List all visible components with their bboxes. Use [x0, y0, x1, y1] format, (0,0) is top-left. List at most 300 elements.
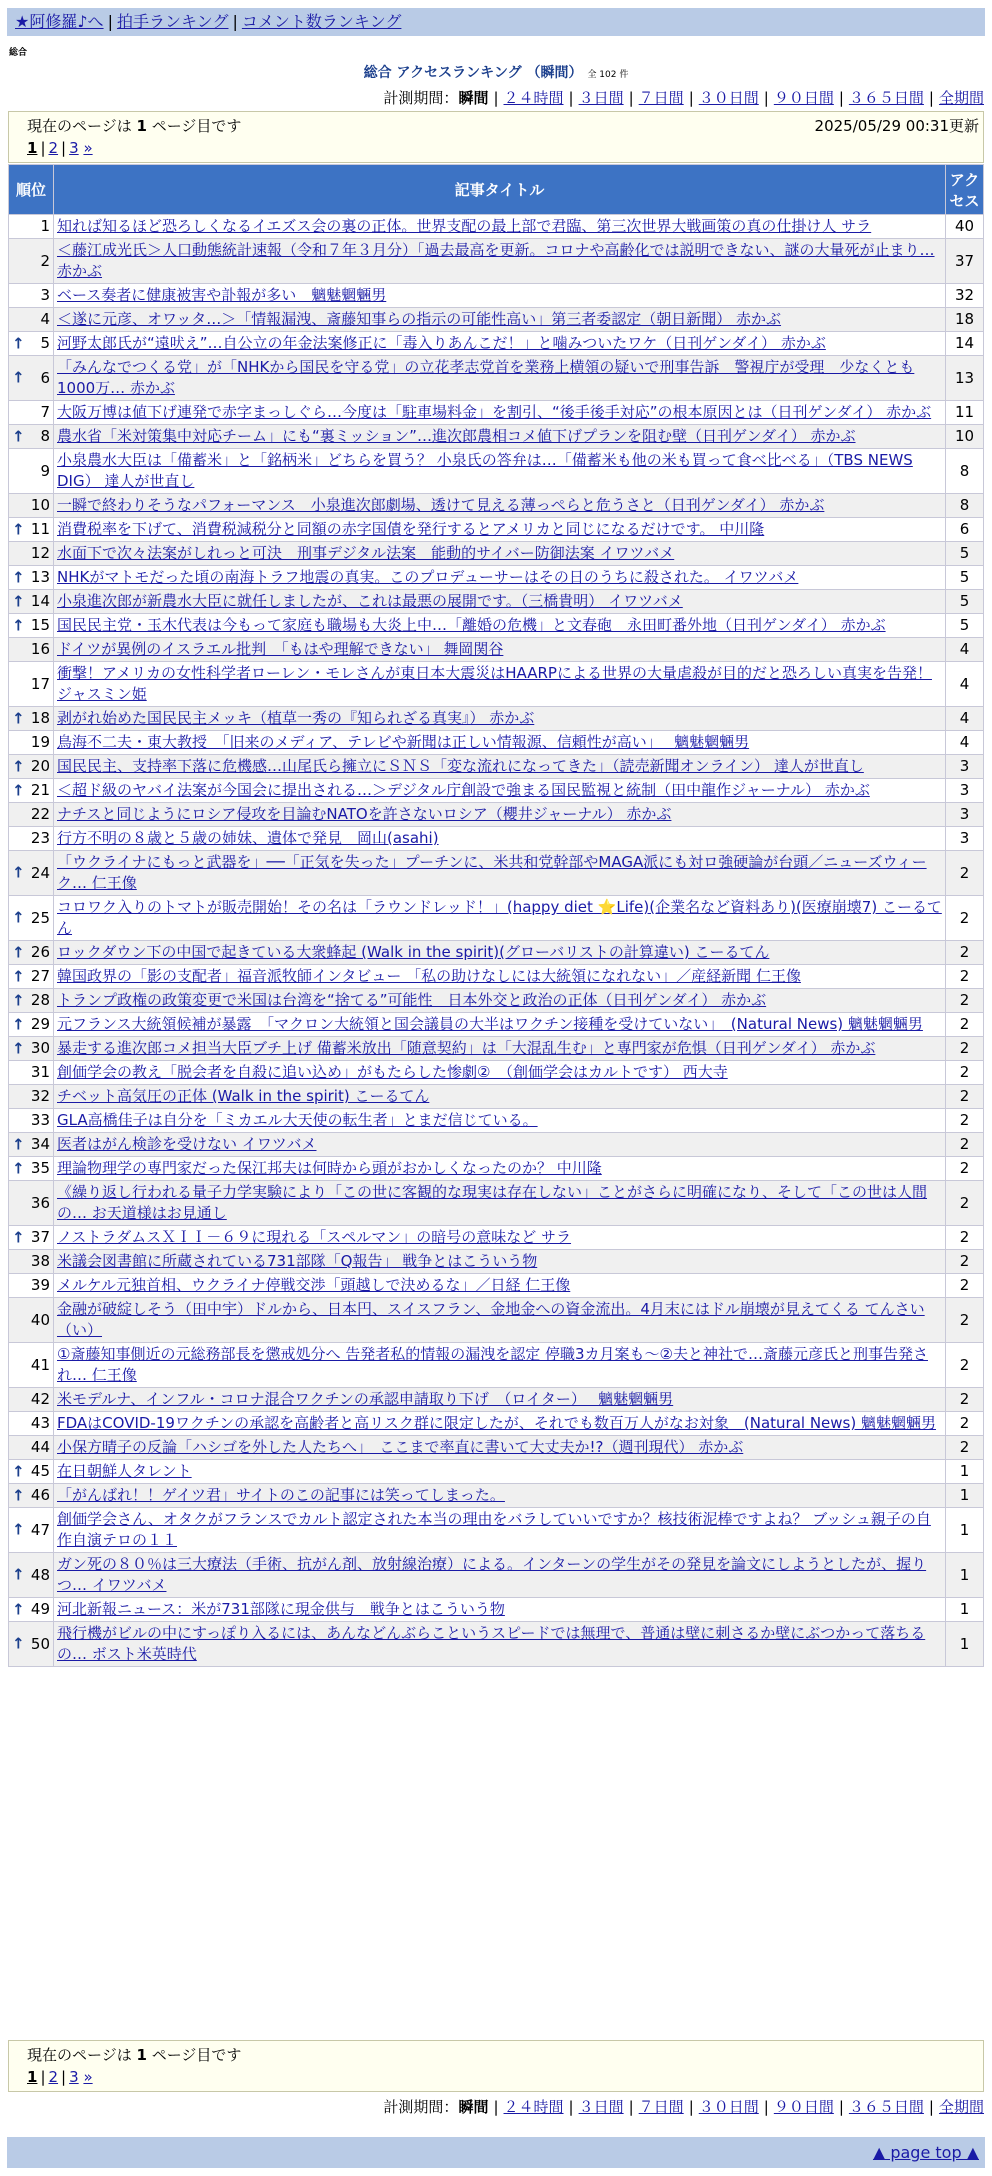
table-row: [9, 1508, 984, 1553]
rank-cell: [9, 356, 54, 401]
rank-cell: [9, 1037, 54, 1061]
table-row: [9, 332, 984, 356]
title-cell: [54, 1622, 946, 1667]
page-separator: |: [61, 139, 67, 157]
table-row: [9, 1085, 984, 1109]
rank-cell: [9, 425, 54, 449]
rank-number: 1: [40, 217, 50, 235]
table-row: [9, 1274, 984, 1298]
access-count: 5: [946, 614, 984, 638]
article-link[interactable]: 「がんばれ！！ゲイツ君」サイトのこの記事には笑ってしまった。: [57, 1486, 505, 1504]
rank-up-arrow-icon: ↑: [12, 1520, 25, 1539]
access-count: 2: [946, 1274, 984, 1298]
title-cell: [54, 1460, 946, 1484]
title-cell: [54, 494, 946, 518]
access-count: 6: [946, 518, 984, 542]
table-row: [9, 239, 984, 284]
rank-cell: [9, 332, 54, 356]
article-link[interactable]: NHKがマトモだった頃の南海トラフ地震の真実。このプロデューサーはその日のうちに殺された。 イワツバメ: [57, 568, 799, 586]
article-link[interactable]: 水面下で次々法案がしれっと可決 刑事デジタル法案 能動的サイバー防御法案 イワツバメ: [57, 544, 675, 562]
rank-cell: [9, 1508, 54, 1553]
period-separator: |: [928, 2098, 934, 2116]
article-link[interactable]: 「ウクライナにもっと武器を」──「正気を失った」プーチンに、米共和党幹部やMAGA派にも対ロ強硬論が台頭／ニューズウィーク… 仁王像: [57, 853, 927, 892]
table-row: [9, 1109, 984, 1133]
access-count: 2: [946, 1298, 984, 1343]
table-row: [9, 965, 984, 989]
title-cell: [54, 638, 946, 662]
title-cell: [54, 1181, 946, 1226]
article-link[interactable]: ロックダウン下の中国で起きている大衆蜂起 (Walk in the spirit)(グローバリストの計算違い) こーるてん: [57, 943, 770, 961]
article-link[interactable]: 農水省「米対策集中対応チーム」にも“裏ミッション”…進次郎農相コメ値下げプランを阻む壁（日刊ゲンダイ） 赤かぶ: [57, 427, 856, 445]
article-link[interactable]: 創価学会さん、オタクがフランスでカルト認定された本当の理由をバラしていいですか？核技術泥棒ですよね？ ブッシュ親子の自作自演テロの１１: [57, 1510, 931, 1549]
table-row: [9, 215, 984, 239]
title-cell: [54, 707, 946, 731]
rank-cell: [9, 1484, 54, 1508]
period-separator: |: [763, 89, 769, 107]
article-link[interactable]: 米議会図書館に所蔵されている731部隊「Q報告」 戦争とはこういう物: [57, 1252, 538, 1270]
article-link[interactable]: 剥がれ始めた国民民主メッキ（植草一秀の『知られざる真実』） 赤かぶ: [57, 709, 535, 727]
rank-number: 29: [30, 1015, 50, 1033]
nav-link-comment-ranking[interactable]: コメント数ランキング: [241, 12, 402, 31]
rank-cell: [9, 1250, 54, 1274]
article-link[interactable]: ナチスと同じようにロシア侵攻を目論むNATOを許さないロシア（櫻井ジャーナル） 赤かぶ: [57, 805, 672, 823]
rank-number: 46: [30, 1486, 50, 1504]
rank-number: 49: [30, 1600, 50, 1618]
article-link[interactable]: 小泉農水大臣は「備蓄米」と「銘柄米」どちらを買う？ 小泉氏の答弁は…「備蓄米も他の米も買って食べ比べる」（TBS NEWS DIG） 達人が世直し: [57, 451, 913, 490]
rank-cell: [9, 827, 54, 851]
title-cell: [54, 401, 946, 425]
rank-number: 4: [40, 310, 50, 328]
period-link[interactable]: ３日間: [578, 2098, 624, 2116]
current-page-text: 現在のページは 1 ページ目です: [27, 2046, 242, 2064]
rank-cell: [9, 1061, 54, 1085]
rank-up-arrow-icon: ↑: [12, 863, 25, 882]
title-cell: [54, 332, 946, 356]
period-selector-bottom: [383, 2096, 984, 2117]
article-link[interactable]: ＜藤江成光氏＞人口動態統計速報（令和７年３月分）「過去最高を更新。コロナや高齢化では説明できない、謎の大量死が止まり… 赤かぶ: [57, 241, 935, 280]
article-link[interactable]: 一瞬で終わりそうなパフォーマンス 小泉進次郎劇場、透けて見える薄っぺらと危うさと（日刊ゲンダイ） 赤かぶ: [57, 496, 825, 514]
title-cell: [54, 1598, 946, 1622]
rank-cell: [9, 284, 54, 308]
access-count: 11: [946, 401, 984, 425]
category-label: 総合: [9, 48, 28, 58]
rank-up-arrow-icon: ↑: [12, 568, 25, 586]
next-page-link[interactable]: »: [83, 2068, 93, 2086]
rank-up-arrow-icon: ↑: [12, 1600, 25, 1618]
article-link[interactable]: 河野太郎氏が“遠吠え”…自公立の年金法案修正に「毒入りあんこだ！」と噛みついたワケ（日刊ゲンダイ） 赤かぶ: [57, 334, 826, 352]
period-link[interactable]: ７日間: [638, 2098, 684, 2116]
rank-cell: [9, 1133, 54, 1157]
title-cell: [54, 803, 946, 827]
period-selector-top: [383, 87, 984, 108]
table-row: [9, 851, 984, 896]
rank-number: 33: [30, 1111, 50, 1129]
period-link[interactable]: 全期間: [938, 2098, 984, 2116]
period-separator: |: [838, 89, 844, 107]
rank-number: 18: [30, 709, 50, 727]
table-row: [9, 1298, 984, 1343]
period-link[interactable]: ９０日間: [773, 2098, 834, 2116]
col-header-title: 記事タイトル: [54, 165, 946, 215]
article-link[interactable]: 「みんなでつくる党」が「NHKから国民を守る党」の立花孝志党首を業務上横領の疑いで刑事告訴 警視庁が受理 少なくとも1000万… 赤かぶ: [57, 358, 915, 397]
article-link[interactable]: ドイツが異例のイスラエル批判 「もはや理解できない」 舞岡関谷: [57, 640, 504, 658]
access-count: 2: [946, 1388, 984, 1412]
article-link[interactable]: GLA高橋佳子は自分を「ミカエル大天使の転生者」とまだ信じている。: [57, 1111, 538, 1129]
title-cell: [54, 755, 946, 779]
rank-cell: [9, 1181, 54, 1226]
title-cell: [54, 1037, 946, 1061]
title-cell: [54, 614, 946, 638]
rank-number: 16: [30, 640, 50, 658]
rank-up-arrow-icon: ↑: [12, 943, 25, 961]
rank-up-arrow-icon: ↑: [12, 368, 25, 387]
rank-number: 27: [30, 967, 50, 985]
rank-number: 21: [30, 781, 50, 799]
period-label: 計測期間：: [383, 89, 459, 107]
access-count: 37: [946, 239, 984, 284]
rank-up-arrow-icon: ↑: [12, 1565, 25, 1584]
rank-up-arrow-icon: ↑: [12, 781, 25, 799]
period-link[interactable]: ２４時間: [503, 89, 564, 107]
rank-up-arrow-icon: ↑: [12, 757, 25, 775]
rank-up-arrow-icon: ↑: [12, 592, 25, 610]
table-row: [9, 518, 984, 542]
title-cell: [54, 1298, 946, 1343]
article-link[interactable]: 暴走する進次郎コメ担当大臣ブチ上げ 備蓄米放出「随意契約」は「大混乱生む」と専門家が危惧（日刊ゲンダイ） 赤かぶ: [57, 1039, 876, 1057]
next-page-link[interactable]: »: [83, 139, 93, 157]
table-row: [9, 1181, 984, 1226]
title-cell: [54, 731, 946, 755]
rank-cell: [9, 614, 54, 638]
nav-link-asyura-home[interactable]: ★阿修羅♪へ: [15, 12, 104, 31]
nav-link-clap-ranking[interactable]: 拍手ランキング: [116, 12, 229, 31]
rank-number: 14: [30, 592, 50, 610]
rank-cell: [9, 308, 54, 332]
table-row: [9, 1157, 984, 1181]
title-cell: [54, 1274, 946, 1298]
access-count: 2: [946, 965, 984, 989]
article-link[interactable]: チベット高気圧の正体 (Walk in the spirit) こーるてん: [57, 1087, 430, 1105]
access-count: 8: [946, 494, 984, 518]
table-row: [9, 614, 984, 638]
period-link[interactable]: 全期間: [938, 89, 984, 107]
rank-number: 10: [30, 496, 50, 514]
access-count: 40: [946, 215, 984, 239]
rank-number: 38: [30, 1252, 50, 1270]
article-link[interactable]: 医者はがん検診を受けない イワツバメ: [57, 1135, 317, 1153]
rank-number: 11: [30, 520, 50, 538]
title-cell: [54, 1553, 946, 1598]
access-count: 2: [946, 1412, 984, 1436]
rank-number: 23: [30, 829, 50, 847]
pager-bottom: [8, 2040, 984, 2092]
table-row: [9, 356, 984, 401]
article-link[interactable]: トランプ政権の政策変更で米国は台湾を“捨てる”可能性 日本外交と政治の正体（日刊ゲンダイ） 赤かぶ: [57, 991, 767, 1009]
table-row: [9, 1037, 984, 1061]
rank-cell: [9, 1157, 54, 1181]
title-cell: [54, 542, 946, 566]
article-link[interactable]: ベース奏者に健康被害や訃報が多い 魑魅魍魎男: [57, 286, 387, 304]
period-link[interactable]: ３６５日間: [848, 89, 924, 107]
period-current: 瞬間: [458, 89, 489, 107]
period-link[interactable]: ２４時間: [503, 2098, 564, 2116]
rank-up-arrow-icon: ↑: [12, 709, 25, 727]
access-count: 2: [946, 1226, 984, 1250]
article-link[interactable]: 小泉進次郎が新農水大臣に就任しましたが、これは最悪の展開です。（三橋貴明） イワツバメ: [57, 592, 683, 610]
period-separator: |: [628, 2098, 634, 2116]
rank-number: 30: [30, 1039, 50, 1057]
page-link[interactable]: 3: [69, 139, 79, 157]
article-link[interactable]: 大阪万博は値下げ連発で赤字まっしぐら…今度は「駐車場料金」を割引、“後手後手対応”の根本原因とは（日刊ゲンダイ） 赤かぶ: [57, 403, 932, 421]
rank-cell: [9, 494, 54, 518]
access-count: 2: [946, 1037, 984, 1061]
article-link[interactable]: FDAはCOVID-19ワクチンの承認を高齢者と高リスク群に限定したが、それでも数百万人がなお対象 (Natural News) 魑魅魍魎男: [57, 1414, 936, 1432]
article-link[interactable]: 金融が破綻しそう（田中宇）ドルから、日本円、スイスフラン、金地金への資金流出。4月末にはドル崩壊が見えてくる てんさい（い）: [57, 1300, 925, 1339]
page-current: 1: [27, 139, 38, 157]
rank-cell: [9, 401, 54, 425]
rank-number: 25: [30, 908, 50, 927]
period-separator: |: [568, 2098, 574, 2116]
rank-number: 26: [30, 943, 50, 961]
rank-cell: [9, 1343, 54, 1388]
rank-up-arrow-icon: ↑: [12, 908, 25, 927]
title-cell: [54, 827, 946, 851]
rank-number: 47: [30, 1520, 50, 1539]
rank-up-arrow-icon: ↑: [12, 1228, 25, 1246]
rank-cell: [9, 215, 54, 239]
rank-up-arrow-icon: ↑: [12, 616, 25, 634]
rank-cell: [9, 518, 54, 542]
period-separator: |: [688, 89, 694, 107]
nav-separator: |: [232, 12, 238, 31]
table-row: [9, 590, 984, 614]
table-row: [9, 638, 984, 662]
title-cell: [54, 449, 946, 494]
rank-cell: [9, 1085, 54, 1109]
title-cell: [54, 851, 946, 896]
rank-number: 8: [40, 427, 50, 445]
page-link[interactable]: 3: [69, 2068, 79, 2086]
table-row: [9, 401, 984, 425]
article-link[interactable]: メルケル元独首相、ウクライナ停戦交渉「頭越しで決めるな」／日経 仁王像: [57, 1276, 571, 1294]
article-link[interactable]: 韓国政界の「影の支配者」福音派牧師インタビュー 「私の助けなしには大統領になれない」／産経新聞 仁王像: [57, 967, 801, 985]
access-count: 3: [946, 827, 984, 851]
rank-cell: [9, 638, 54, 662]
title-cell: [54, 1226, 946, 1250]
article-link[interactable]: 国民民主、支持率下落に危機感…山尾氏ら擁立にＳＮＳ「変な流れになってきた」（読売新聞オンライン） 達人が世直し: [57, 757, 864, 775]
rank-cell: [9, 1436, 54, 1460]
access-count: 2: [946, 989, 984, 1013]
period-link[interactable]: ３６５日間: [848, 2098, 924, 2116]
article-link[interactable]: 鳥海不二夫・東大教授 「旧来のメディア、テレビや新聞は正しい情報源、信頼性が高い」 魑魅魍魎男: [57, 733, 750, 751]
rank-number: 20: [30, 757, 50, 775]
rank-cell: [9, 707, 54, 731]
rank-number: 12: [30, 544, 50, 562]
rank-up-arrow-icon: ↑: [12, 1634, 25, 1653]
title-cell: [54, 1013, 946, 1037]
access-count: 1: [946, 1484, 984, 1508]
table-row: [9, 1226, 984, 1250]
title-cell: [54, 1157, 946, 1181]
access-count: 14: [946, 332, 984, 356]
table-row: [9, 827, 984, 851]
rank-cell: [9, 542, 54, 566]
page-title: [0, 62, 992, 82]
rank-cell: [9, 662, 54, 707]
article-link[interactable]: ガン死の８０％は三大療法（手術、抗がん剤、放射線治療）による。インターンの学生がその発見を論文にしようとしたが、握りつ… イワツバメ: [57, 1555, 927, 1594]
rank-cell: [9, 896, 54, 941]
article-link[interactable]: 小保方晴子の反論「ハシゴを外した人たちへ」 ここまで率直に書いて大丈夫か!?（週刊現代） 赤かぶ: [57, 1438, 744, 1456]
page-link[interactable]: 2: [48, 2068, 59, 2086]
rank-number: 28: [30, 991, 50, 1009]
access-count: 2: [946, 941, 984, 965]
top-nav-bar: [7, 8, 985, 36]
title-cell: [54, 1343, 946, 1388]
rank-number: 13: [30, 568, 50, 586]
page-top-link[interactable]: ▲ page top ▲: [872, 2143, 979, 2162]
title-cell: [54, 1388, 946, 1412]
article-link[interactable]: 消費税率を下げて、消費税減税分と同額の赤字国債を発行するとアメリカと同じになるだけです。 中川隆: [57, 520, 765, 538]
access-count: 1: [946, 1460, 984, 1484]
access-count: 2: [946, 1436, 984, 1460]
rank-number: 41: [30, 1355, 50, 1374]
rank-up-arrow-icon: ↑: [12, 1486, 25, 1504]
article-link[interactable]: コロワク入りのトマトが販売開始！その名は「ラウンドレッド！」(happy diet ⭐Life)(企業名など資料あり)(医療崩壊7) こーるてん: [57, 898, 942, 937]
rank-up-arrow-icon: ↑: [12, 1015, 25, 1033]
table-row: [9, 803, 984, 827]
table-row: [9, 941, 984, 965]
table-row: [9, 1484, 984, 1508]
access-count: 8: [946, 449, 984, 494]
table-row: [9, 755, 984, 779]
article-link[interactable]: 米モデルナ、インフル・コロナ混合ワクチンの承認申請取り下げ （ロイター） 魑魅魍魎男: [57, 1390, 674, 1408]
article-link[interactable]: 飛行機がビルの中にすっぽり入るには、あんなどんぶらこというスピードでは無理で、普通は壁に刺さるか壁にぶつかって落ちるの… ボスト米英時代: [57, 1624, 926, 1663]
period-separator: |: [928, 89, 934, 107]
period-separator: |: [493, 2098, 499, 2116]
rank-number: 35: [30, 1159, 50, 1177]
table-row: [9, 425, 984, 449]
title-cell: [54, 518, 946, 542]
rank-number: 34: [30, 1135, 50, 1153]
rank-number: 17: [30, 674, 50, 693]
rank-up-arrow-icon: ↑: [12, 991, 25, 1009]
title-cell: [54, 1508, 946, 1553]
access-count: 2: [946, 1109, 984, 1133]
period-link[interactable]: ７日間: [638, 89, 684, 107]
rank-number: 39: [30, 1276, 50, 1294]
access-count: 5: [946, 542, 984, 566]
rank-cell: [9, 1460, 54, 1484]
access-count: 4: [946, 638, 984, 662]
article-link[interactable]: ノストラダムスＸＩＩ－６９に現れる「スペルマン」の暗号の意味など サラ: [57, 1228, 572, 1246]
rank-cell: [9, 1013, 54, 1037]
article-link[interactable]: 知れば知るほど恐ろしくなるイエズス会の裏の正体。世界支配の最上部で君臨、第三次世界大戦画策の真の仕掛け人 サラ: [57, 217, 872, 235]
article-link[interactable]: ＜遂に元彦、オワッタ…＞「情報漏洩、斎藤知事らの指示の可能性高い」第三者委認定（朝日新聞） 赤かぶ: [57, 310, 782, 328]
table-row: [9, 1553, 984, 1598]
article-link[interactable]: 《繰り返し行われる量子力学実験により「この世に客観的な現実は存在しない」ことがさらに明確になり、そして「この世は人間の… お天道様はお見通し: [57, 1183, 928, 1222]
period-current: 瞬間: [458, 2098, 489, 2116]
rank-up-arrow-icon: ↑: [12, 1462, 25, 1480]
rank-cell: [9, 989, 54, 1013]
rank-number: 42: [30, 1390, 50, 1408]
period-label: 計測期間：: [383, 2098, 459, 2116]
rank-number: 48: [30, 1565, 50, 1584]
page-link[interactable]: 2: [48, 139, 59, 157]
title-cell: [54, 1085, 946, 1109]
period-link[interactable]: ３日間: [578, 89, 624, 107]
article-link[interactable]: ＜超ド級のヤバイ法案が今国会に提出される…＞デジタル庁創設で強まる国民監視と統制（田中龍作ジャーナル） 赤かぶ: [57, 781, 870, 799]
period-link[interactable]: ３０日間: [698, 89, 759, 107]
access-count: 4: [946, 707, 984, 731]
rank-cell: [9, 803, 54, 827]
access-count: 3: [946, 755, 984, 779]
access-count: 1: [946, 1508, 984, 1553]
table-row: [9, 989, 984, 1013]
article-link[interactable]: 国民民主党・玉木代表は今もって家庭も職場も大炎上中…「離婚の危機」と文春砲 永田町番外地（日刊ゲンダイ） 赤かぶ: [57, 616, 886, 634]
title-cell: [54, 566, 946, 590]
rank-cell: [9, 590, 54, 614]
access-count: 1: [946, 1598, 984, 1622]
title-cell: [54, 662, 946, 707]
rank-cell: [9, 1109, 54, 1133]
rank-number: 3: [40, 286, 50, 304]
title-cell: [54, 1250, 946, 1274]
table-row: [9, 1622, 984, 1667]
title-cell: [54, 1109, 946, 1133]
title-cell: [54, 215, 946, 239]
article-link[interactable]: 行方不明の８歳と５歳の姉妹、遺体で発見 岡山(asahi): [57, 829, 439, 847]
article-link[interactable]: ①斎藤知事側近の元総務部長を懲戒処分へ 告発者私的情報の漏洩を認定 停職3カ月案も～②夫と神社で…斎藤元彦氏と刑事告発され… 仁王像: [57, 1345, 928, 1384]
pager-top: [8, 111, 984, 163]
table-row: [9, 1436, 984, 1460]
period-link[interactable]: ９０日間: [773, 89, 834, 107]
title-cell: [54, 1133, 946, 1157]
rank-number: 36: [30, 1193, 50, 1212]
rank-up-arrow-icon: ↑: [12, 427, 25, 445]
table-row: [9, 494, 984, 518]
rank-up-arrow-icon: ↑: [12, 334, 25, 352]
access-count: 3: [946, 803, 984, 827]
rank-number: 22: [30, 805, 50, 823]
article-link[interactable]: 河北新報ニュース：米が731部隊に現金供与 戦争とはこういう物: [57, 1600, 505, 1618]
table-row: [9, 1013, 984, 1037]
article-link[interactable]: 創価学会の教え「脱会者を自殺に追い込め」がもたらした惨劇② （創価学会はカルトです） 西大寺: [57, 1063, 728, 1081]
period-link[interactable]: ３０日間: [698, 2098, 759, 2116]
article-link[interactable]: 衝撃！アメリカの女性科学者ローレン・モレさんが東日本大震災はHAARPによる世界の大量虐殺が目的だと恐ろしい真実を告発！ ジャスミン姫: [57, 664, 932, 703]
page-current: 1: [27, 2068, 38, 2086]
article-link[interactable]: 在日朝鮮人タレント: [57, 1462, 192, 1480]
period-separator: |: [688, 2098, 694, 2116]
page-separator: |: [40, 139, 46, 157]
ranking-table: [8, 164, 984, 1667]
table-header-row: [9, 165, 984, 215]
updated-timestamp: 2025/05/29 00:31更新: [814, 117, 979, 135]
table-row: [9, 449, 984, 494]
col-header-rank: 順位: [9, 165, 54, 215]
rank-number: 19: [30, 733, 50, 751]
article-link[interactable]: 元フランス大統領候補が暴露 「マクロン大統領と国会議員の大半はワクチン接種を受けていない」 (Natural News) 魑魅魍魎男: [57, 1015, 923, 1033]
rank-number: 40: [30, 1310, 50, 1329]
title-cell: [54, 965, 946, 989]
period-separator: |: [763, 2098, 769, 2116]
page-links: [27, 139, 93, 157]
page-separator: |: [40, 2068, 46, 2086]
period-separator: |: [568, 89, 574, 107]
article-link[interactable]: 理論物理学の専門家だった保江邦夫は何時から頭がおかしくなったのか？ 中川隆: [57, 1159, 602, 1177]
rank-number: 50: [30, 1634, 50, 1653]
rank-cell: [9, 755, 54, 779]
rank-cell: [9, 851, 54, 896]
